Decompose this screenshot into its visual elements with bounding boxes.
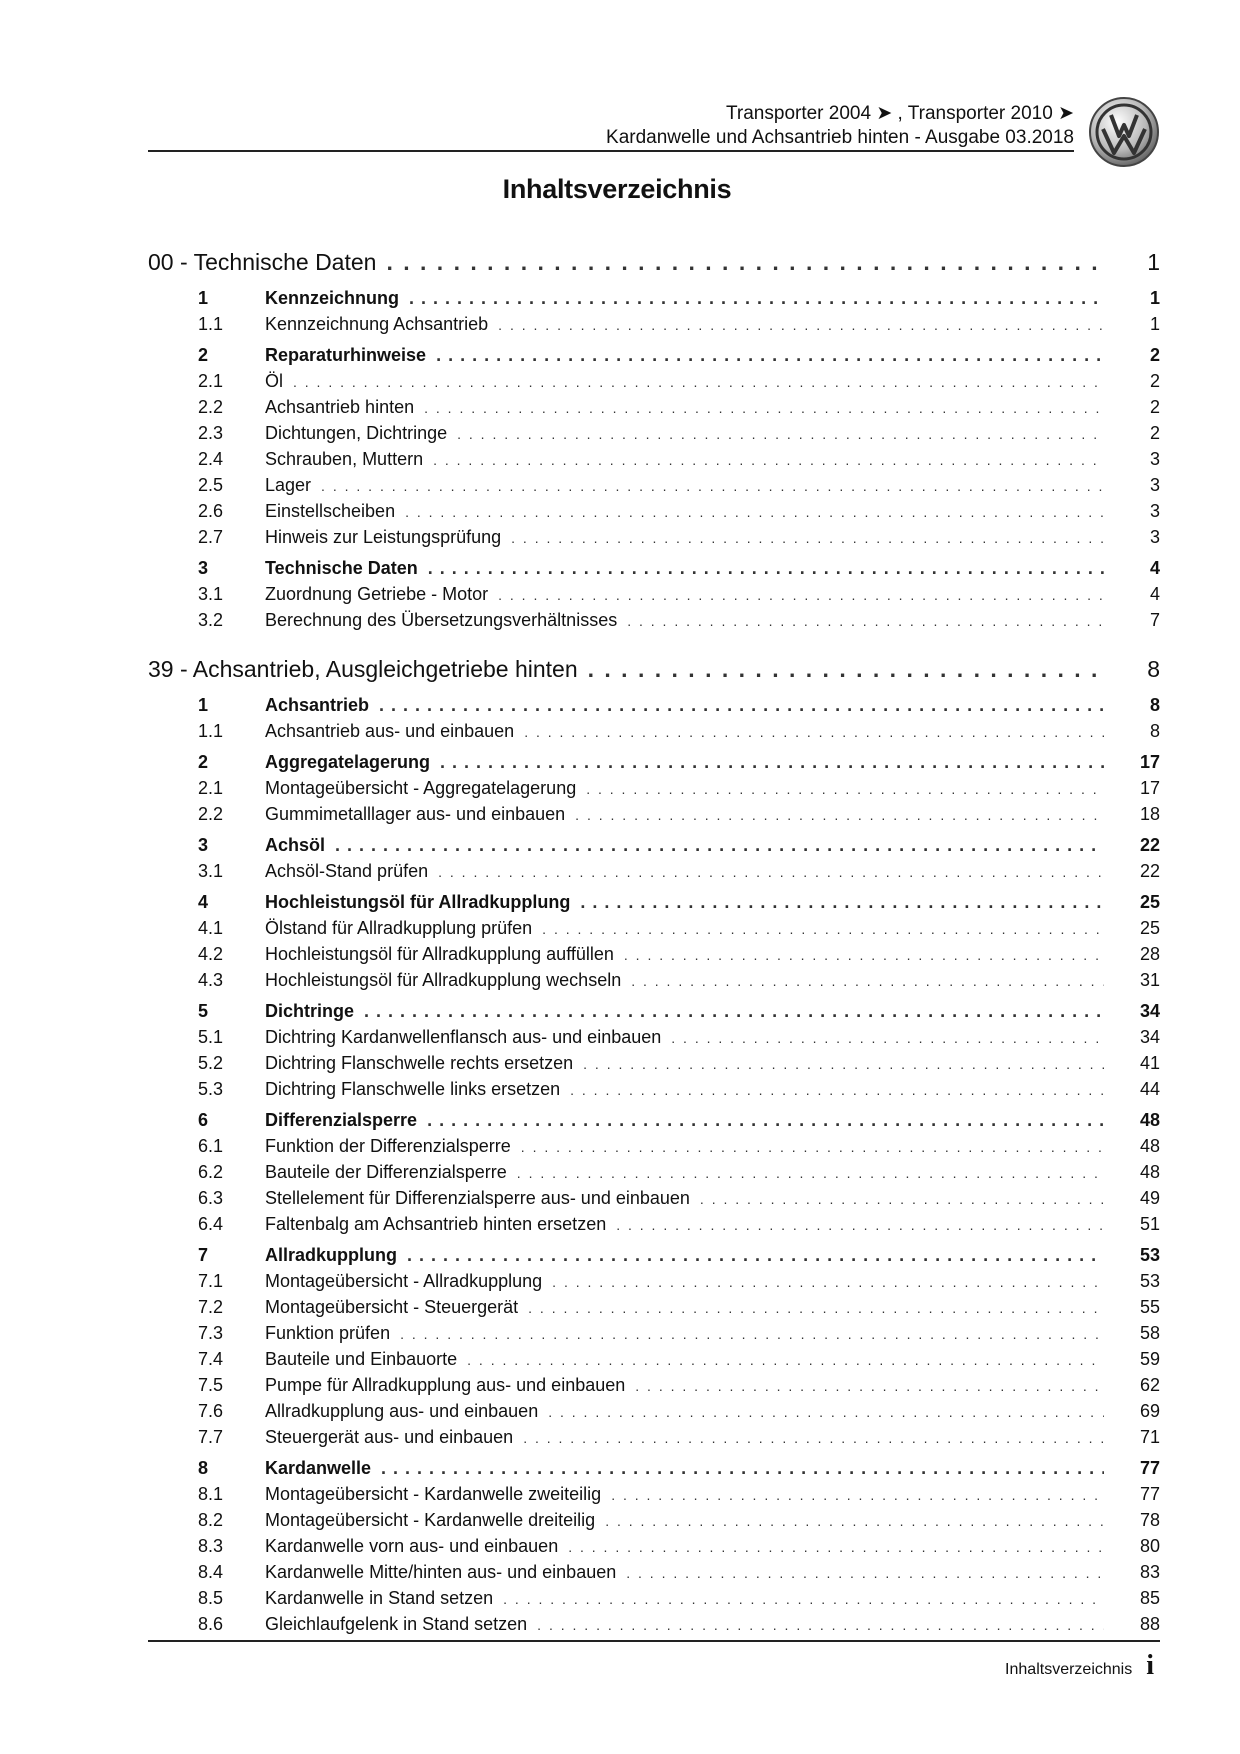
toc-item-entry[interactable]: [148, 941, 1160, 967]
entry-page-number: 44: [1139, 1079, 1160, 1099]
entry-number: 4.1: [198, 918, 224, 938]
entry-number: 7.3: [198, 1323, 224, 1343]
entry-number: 4.2: [198, 944, 224, 964]
toc-item-entry[interactable]: [148, 1398, 1160, 1424]
header-manual-line: Kardanwelle und Achsantrieb hinten - Ausgabe 03.2018: [606, 127, 1074, 148]
entry-page-number: 7: [1149, 610, 1160, 630]
dot-leader: [457, 421, 1104, 447]
entry-label: Technische Daten: [265, 555, 428, 581]
toc-section-entry[interactable]: [148, 998, 1160, 1024]
entry-page-number: 55: [1139, 1297, 1160, 1317]
entry-label: Bauteile der Differenzialsperre: [265, 1159, 517, 1185]
entry-page-number: 78: [1139, 1510, 1160, 1530]
entry-label: Kardanwelle: [265, 1455, 381, 1481]
entry-label: Kardanwelle vorn aus- und einbauen: [265, 1533, 568, 1559]
dot-leader: [624, 942, 1104, 968]
entry-label: Faltenbalg am Achsantrieb hinten ersetzen: [265, 1211, 616, 1237]
entry-page-number: 1: [1149, 288, 1160, 308]
toc-section-entry[interactable]: [148, 1455, 1160, 1481]
entry-number: 4: [198, 892, 209, 912]
entry-label: Montageübersicht - Allradkupplung: [265, 1268, 552, 1294]
entry-label: Kardanwelle Mitte/hinten aus- und einbauen: [265, 1559, 626, 1585]
entry-number: 2.4: [198, 449, 224, 469]
dot-leader: [588, 651, 1104, 687]
dot-leader: [409, 285, 1104, 311]
dot-leader: [428, 555, 1104, 581]
entry-page-number: 25: [1139, 892, 1160, 912]
dot-leader: [548, 1399, 1104, 1425]
entry-label: Zuordnung Getriebe - Motor: [265, 581, 498, 607]
entry-number: 8.5: [198, 1588, 224, 1608]
entry-label: Achsöl-Stand prüfen: [265, 858, 438, 884]
header-vehicle-line: Transporter 2004 ➤ , Transporter 2010 ➤: [726, 103, 1074, 124]
entry-number: 8.3: [198, 1536, 224, 1556]
dot-leader: [605, 1508, 1104, 1534]
toc-item-entry[interactable]: [148, 801, 1160, 827]
dot-leader: [400, 1321, 1104, 1347]
dot-leader: [631, 968, 1104, 994]
dot-leader: [586, 776, 1104, 802]
toc-item-entry[interactable]: [148, 446, 1160, 472]
footer-page-number: i: [1146, 1650, 1154, 1681]
entry-page-number: 53: [1139, 1245, 1160, 1265]
entry-number: 7: [198, 1245, 209, 1265]
dot-leader: [405, 499, 1104, 525]
entry-number: 2.3: [198, 423, 224, 443]
header-rule: [148, 150, 1074, 152]
entry-page-number: 25: [1139, 918, 1160, 938]
entry-label: Kennzeichnung: [265, 285, 409, 311]
entry-page-number: 71: [1139, 1427, 1160, 1447]
entry-page-number: 49: [1139, 1188, 1160, 1208]
toc-item-entry[interactable]: [148, 1611, 1160, 1637]
dot-leader: [542, 916, 1104, 942]
entry-number: 2: [198, 752, 209, 772]
entry-page-number: 3: [1149, 475, 1160, 495]
entry-page-number: 34: [1139, 1001, 1160, 1021]
entry-number: 2: [198, 345, 209, 365]
page-header: [148, 96, 1160, 152]
dot-leader: [611, 1482, 1104, 1508]
dot-leader: [627, 608, 1104, 634]
entry-label: Funktion der Differenzialsperre: [265, 1133, 521, 1159]
entry-label: Allradkupplung: [265, 1242, 407, 1268]
entry-number: 2.2: [198, 397, 224, 417]
page-footer: [1005, 1650, 1154, 1682]
entry-label: Aggregatelagerung: [265, 749, 440, 775]
entry-page-number: 2: [1149, 345, 1160, 365]
toc-item-entry[interactable]: [148, 368, 1160, 394]
dot-leader: [671, 1025, 1104, 1051]
dot-leader: [503, 1586, 1104, 1612]
entry-label: Berechnung des Übersetzungsverhältnisses: [265, 607, 627, 633]
entry-number: 2.1: [198, 778, 224, 798]
toc-item-entry[interactable]: [148, 1346, 1160, 1372]
entry-page-number: 8: [1149, 695, 1160, 715]
dot-leader: [440, 749, 1104, 775]
toc-section-entry[interactable]: [148, 1107, 1160, 1133]
entry-page-number: 77: [1139, 1458, 1160, 1478]
entry-page-number: 83: [1139, 1562, 1160, 1582]
entry-number: 7.1: [198, 1271, 224, 1291]
entry-label: Funktion prüfen: [265, 1320, 400, 1346]
entry-page-number: 3: [1149, 527, 1160, 547]
entry-label: Steuergerät aus- und einbauen: [265, 1424, 523, 1450]
toc-item-entry[interactable]: [148, 524, 1160, 550]
entry-number: 2.1: [198, 371, 224, 391]
toc-item-entry[interactable]: [148, 1559, 1160, 1585]
entry-label: 00 - Technische Daten: [148, 244, 386, 280]
entry-page-number: 88: [1139, 1614, 1160, 1634]
toc-item-entry[interactable]: [148, 1133, 1160, 1159]
entry-page-number: 48: [1139, 1110, 1160, 1130]
entry-number: 8: [198, 1458, 209, 1478]
dot-leader: [498, 582, 1104, 608]
toc-item-entry[interactable]: [148, 718, 1160, 744]
toc-item-entry[interactable]: [148, 1185, 1160, 1211]
dot-leader: [521, 1134, 1104, 1160]
dot-leader: [616, 1212, 1104, 1238]
toc-item-entry[interactable]: [148, 1211, 1160, 1237]
toc-item-entry[interactable]: [148, 420, 1160, 446]
entry-page-number: 28: [1139, 944, 1160, 964]
entry-label: Dichtring Flanschwelle rechts ersetzen: [265, 1050, 583, 1076]
entry-label: Kennzeichnung Achsantrieb: [265, 311, 498, 337]
entry-page-number: 4: [1149, 584, 1160, 604]
footer-rule: [148, 1640, 1160, 1642]
toc-item-entry[interactable]: [148, 607, 1160, 633]
dot-leader: [528, 1295, 1104, 1321]
entry-label: Dichtringe: [265, 998, 364, 1024]
toc-section-entry[interactable]: [148, 692, 1160, 718]
entry-number: 8.1: [198, 1484, 224, 1504]
entry-number: 5.1: [198, 1027, 224, 1047]
dot-leader: [364, 998, 1104, 1024]
toc-item-entry[interactable]: [148, 1320, 1160, 1346]
dot-leader: [438, 859, 1104, 885]
entry-page-number: 62: [1139, 1375, 1160, 1395]
entry-page-number: 2: [1149, 423, 1160, 443]
dot-leader: [436, 342, 1104, 368]
entry-label: Öl: [265, 368, 293, 394]
entry-number: 3.1: [198, 584, 224, 604]
entry-page-number: 4: [1149, 558, 1160, 578]
dot-leader: [424, 395, 1104, 421]
entry-page-number: 2: [1149, 371, 1160, 391]
entry-number: 1.1: [198, 721, 224, 741]
entry-number: 1.1: [198, 314, 224, 334]
entry-number: 7.4: [198, 1349, 224, 1369]
toc-item-entry[interactable]: [148, 1481, 1160, 1507]
entry-label: Stellelement für Differenzialsperre aus- und einbauen: [265, 1185, 700, 1211]
entry-page-number: 8: [1149, 721, 1160, 741]
toc-item-entry[interactable]: [148, 858, 1160, 884]
dot-leader: [583, 1051, 1104, 1077]
toc-section-entry[interactable]: [148, 889, 1160, 915]
entry-page-number: 2: [1149, 397, 1160, 417]
toc-item-entry[interactable]: [148, 915, 1160, 941]
dot-leader: [568, 1534, 1104, 1560]
toc-item-entry[interactable]: [148, 1076, 1160, 1102]
entry-label: Montageübersicht - Aggregatelagerung: [265, 775, 586, 801]
entry-label: Einstellscheiben: [265, 498, 405, 524]
entry-page-number: 1: [1149, 314, 1160, 334]
dot-leader: [537, 1612, 1104, 1638]
toc-item-entry[interactable]: [148, 1268, 1160, 1294]
toc-item-entry[interactable]: [148, 1424, 1160, 1450]
entry-page-number: 77: [1139, 1484, 1160, 1504]
toc-item-entry[interactable]: [148, 498, 1160, 524]
entry-page-number: 18: [1139, 804, 1160, 824]
entry-number: 8.6: [198, 1614, 224, 1634]
dot-leader: [511, 525, 1104, 551]
entry-label: Hochleistungsöl für Allradkupplung auffüllen: [265, 941, 624, 967]
entry-number: 7.6: [198, 1401, 224, 1421]
entry-page-number: 22: [1139, 835, 1160, 855]
dot-leader: [386, 244, 1104, 280]
entry-page-number: 58: [1139, 1323, 1160, 1343]
toc-chapter-entry[interactable]: [148, 244, 1160, 280]
entry-number: 3.2: [198, 610, 224, 630]
dot-leader: [626, 1560, 1104, 1586]
toc-section-entry[interactable]: [148, 832, 1160, 858]
entry-page-number: 59: [1139, 1349, 1160, 1369]
dot-leader: [635, 1373, 1104, 1399]
dot-leader: [575, 802, 1104, 828]
entry-number: 1: [198, 288, 209, 308]
entry-page-number: 17: [1139, 778, 1160, 798]
dot-leader: [552, 1269, 1104, 1295]
entry-label: Dichtring Kardanwellenflansch aus- und einbauen: [265, 1024, 671, 1050]
entry-label: Achsantrieb hinten: [265, 394, 424, 420]
dot-leader: [517, 1160, 1104, 1186]
dot-leader: [381, 1455, 1104, 1481]
entry-page-number: 22: [1139, 861, 1160, 881]
entry-number: 3: [198, 558, 209, 578]
entry-label: Gummimetalllager aus- und einbauen: [265, 801, 575, 827]
entry-number: 3: [198, 835, 209, 855]
header-text: [606, 102, 1074, 150]
toc-item-entry[interactable]: [148, 581, 1160, 607]
entry-label: Lager: [265, 472, 321, 498]
entry-label: Achsantrieb aus- und einbauen: [265, 718, 524, 744]
entry-number: 6.4: [198, 1214, 224, 1234]
footer-label: Inhaltsverzeichnis: [1005, 1661, 1133, 1678]
entry-page-number: 3: [1149, 449, 1160, 469]
dot-leader: [321, 473, 1104, 499]
entry-number: 5.2: [198, 1053, 224, 1073]
entry-label: Achsöl: [265, 832, 335, 858]
entry-number: 6: [198, 1110, 209, 1130]
entry-number: 3.1: [198, 861, 224, 881]
entry-label: Gleichlaufgelenk in Stand setzen: [265, 1611, 537, 1637]
entry-number: 7.5: [198, 1375, 224, 1395]
entry-label: Pumpe für Allradkupplung aus- und einbauen: [265, 1372, 635, 1398]
entry-page-number: 53: [1139, 1271, 1160, 1291]
toc-item-entry[interactable]: [148, 472, 1160, 498]
toc-item-entry[interactable]: [148, 775, 1160, 801]
entry-number: 2.2: [198, 804, 224, 824]
entry-number: 6.3: [198, 1188, 224, 1208]
entry-number: 7.2: [198, 1297, 224, 1317]
table-of-contents: [148, 240, 1160, 1637]
toc-item-entry[interactable]: [148, 1050, 1160, 1076]
toc-section-entry[interactable]: [148, 555, 1160, 581]
page-title: Inhaltsverzeichnis: [502, 174, 732, 204]
entry-number: 2.6: [198, 501, 224, 521]
toc-item-entry[interactable]: [148, 1507, 1160, 1533]
entry-number: 5: [198, 1001, 209, 1021]
entry-page-number: 48: [1139, 1136, 1160, 1156]
entry-number: 2.5: [198, 475, 224, 495]
toc-item-entry[interactable]: [148, 311, 1160, 337]
entry-page-number: 48: [1139, 1162, 1160, 1182]
entry-label: Hinweis zur Leistungsprüfung: [265, 524, 511, 550]
dot-leader: [467, 1347, 1104, 1373]
entry-page-number: 17: [1139, 752, 1160, 772]
entry-number: 1: [198, 695, 209, 715]
entry-number: 8.2: [198, 1510, 224, 1530]
toc-item-entry[interactable]: [148, 1372, 1160, 1398]
dot-leader: [523, 1425, 1104, 1451]
dot-leader: [427, 1107, 1104, 1133]
entry-number: 7.7: [198, 1427, 224, 1447]
entry-number: 6.2: [198, 1162, 224, 1182]
entry-label: Kardanwelle in Stand setzen: [265, 1585, 503, 1611]
toc-section-entry[interactable]: [148, 342, 1160, 368]
entry-label: Montageübersicht - Kardanwelle dreiteilig: [265, 1507, 605, 1533]
entry-label: Bauteile und Einbauorte: [265, 1346, 467, 1372]
toc-section-entry[interactable]: [148, 285, 1160, 311]
entry-page-number: 51: [1139, 1214, 1160, 1234]
toc-item-entry[interactable]: [148, 1159, 1160, 1185]
entry-page-number: 41: [1139, 1053, 1160, 1073]
entry-label: Ölstand für Allradkupplung prüfen: [265, 915, 542, 941]
dot-leader: [524, 719, 1104, 745]
entry-page-number: 85: [1139, 1588, 1160, 1608]
entry-label: Schrauben, Muttern: [265, 446, 433, 472]
toc-item-entry[interactable]: [148, 1533, 1160, 1559]
toc-item-entry[interactable]: [148, 967, 1160, 993]
entry-page-number: 34: [1139, 1027, 1160, 1047]
entry-page-number: 80: [1139, 1536, 1160, 1556]
toc-item-entry[interactable]: [148, 1294, 1160, 1320]
entry-label: Differenzialsperre: [265, 1107, 427, 1133]
dot-leader: [700, 1186, 1104, 1212]
entry-number: 5.3: [198, 1079, 224, 1099]
dot-leader: [433, 447, 1104, 473]
entry-label: Achsantrieb: [265, 692, 379, 718]
entry-number: 4.3: [198, 970, 224, 990]
entry-label: 39 - Achsantrieb, Ausgleichgetriebe hinten: [148, 651, 588, 687]
toc-item-entry[interactable]: [148, 1585, 1160, 1611]
toc-section-entry[interactable]: [148, 749, 1160, 775]
entry-label: Dichtring Flanschwelle links ersetzen: [265, 1076, 570, 1102]
entry-page-number: 8: [1147, 656, 1160, 682]
dot-leader: [407, 1242, 1104, 1268]
toc-section-entry[interactable]: [148, 1242, 1160, 1268]
dot-leader: [379, 692, 1104, 718]
entry-label: Hochleistungsöl für Allradkupplung: [265, 889, 580, 915]
entry-page-number: 31: [1139, 970, 1160, 990]
vw-logo-icon: [1088, 96, 1160, 168]
entry-label: Dichtungen, Dichtringe: [265, 420, 457, 446]
toc-item-entry[interactable]: [148, 394, 1160, 420]
entry-label: Hochleistungsöl für Allradkupplung wechseln: [265, 967, 631, 993]
dot-leader: [580, 889, 1104, 915]
dot-leader: [498, 312, 1104, 338]
toc-chapter-entry[interactable]: [148, 651, 1160, 687]
entry-page-number: 1: [1147, 249, 1160, 275]
entry-label: Reparaturhinweise: [265, 342, 436, 368]
entry-number: 6.1: [198, 1136, 224, 1156]
entry-number: 8.4: [198, 1562, 224, 1582]
entry-number: 2.7: [198, 527, 224, 547]
dot-leader: [335, 832, 1104, 858]
dot-leader: [293, 369, 1104, 395]
entry-page-number: 69: [1139, 1401, 1160, 1421]
entry-page-number: 3: [1149, 501, 1160, 521]
dot-leader: [570, 1077, 1104, 1103]
entry-label: Montageübersicht - Steuergerät: [265, 1294, 528, 1320]
entry-label: Allradkupplung aus- und einbauen: [265, 1398, 548, 1424]
entry-label: Montageübersicht - Kardanwelle zweiteilig: [265, 1481, 611, 1507]
toc-item-entry[interactable]: [148, 1024, 1160, 1050]
